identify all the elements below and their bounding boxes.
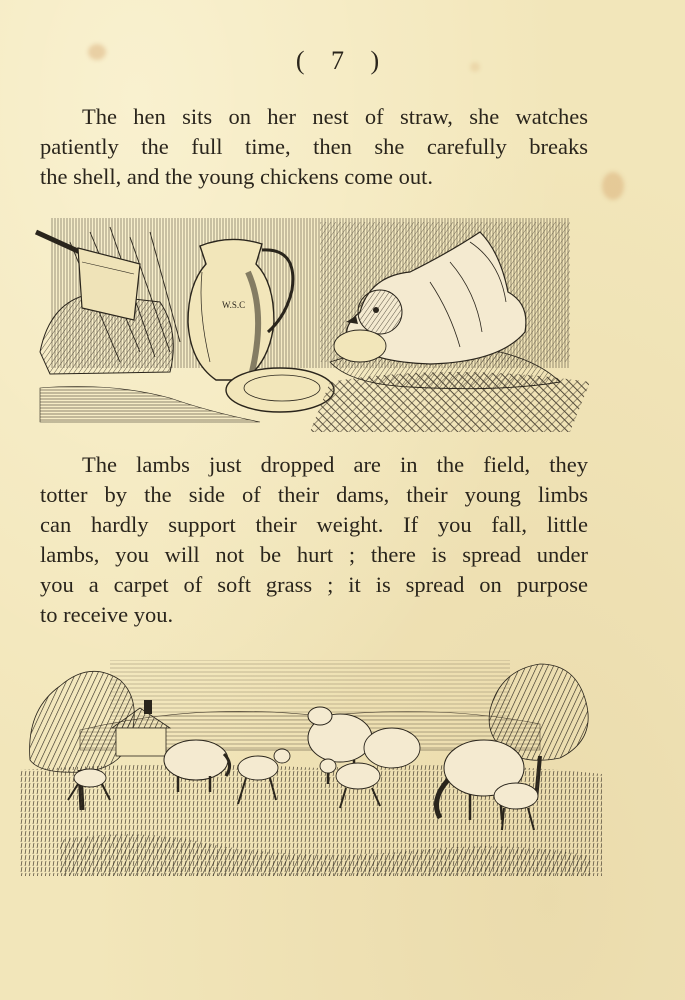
page-number: ( 7 ) xyxy=(295,46,390,75)
text-line: can hardly support their weight. If you fall, little xyxy=(40,512,588,537)
text-line: you a carpet of soft grass ; it is spread on purpose xyxy=(40,572,588,597)
text-line: patiently the full time, then she carefully breaks xyxy=(40,134,588,159)
text-line: The hen sits on her nest of straw, she watches xyxy=(82,104,588,129)
text-line: to receive you. xyxy=(40,602,174,627)
text-line: The lambs just dropped are in the field, they xyxy=(82,452,588,477)
ewe xyxy=(364,728,420,768)
hen-engraving xyxy=(30,212,590,434)
text-line: lambs, you will not be hurt ; there is spread under xyxy=(40,542,588,567)
paragraph-hen xyxy=(40,102,588,192)
paragraph-lambs xyxy=(40,450,588,630)
foxing-stain xyxy=(602,172,624,200)
dish xyxy=(226,368,334,412)
lambs-engraving xyxy=(20,650,602,876)
text-line: the shell, and the young chickens come out. xyxy=(40,164,434,189)
text-line: totter by the side of their dams, their young limbs xyxy=(40,482,588,507)
jug-inscription: W.S.C xyxy=(222,300,246,310)
